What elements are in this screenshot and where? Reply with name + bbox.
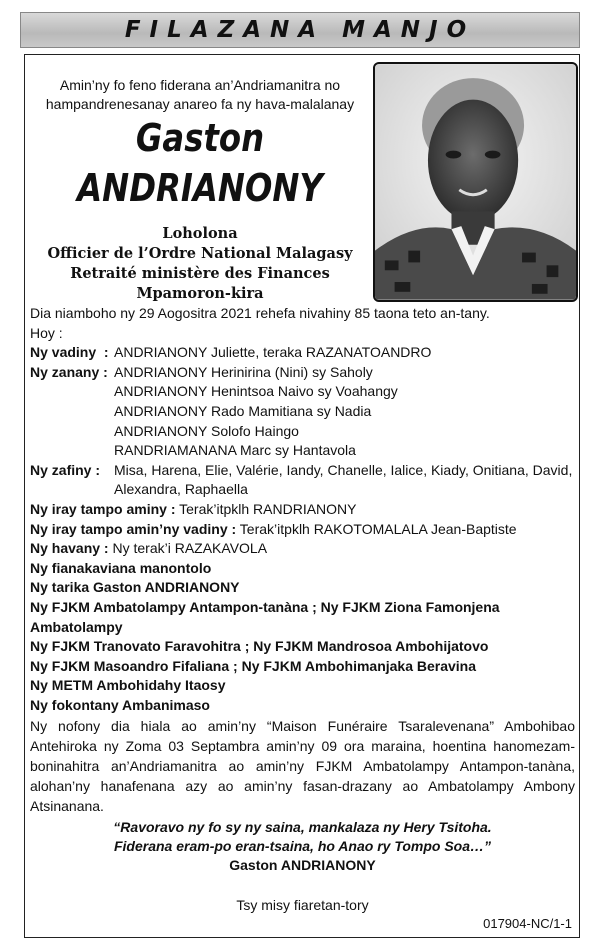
death-notice: Dia niamboho ny 29 Aogositra 2021 rehefa nivahiny 85 taona teto an-tany. — [30, 305, 490, 321]
iray-tampo-aminy-text: Terak’itpklh RANDRIANONY — [175, 500, 357, 517]
list-item: ANDRIANONY Solofo Haingo — [114, 422, 299, 439]
bold-line: Ny tarika Gaston ANDRIANONY — [30, 579, 240, 596]
reference-code: 017904-NC/1-1 — [483, 916, 572, 931]
iray-tampo-aminy-label: Ny iray tampo aminy : — [30, 500, 176, 517]
havany-text: Ny terak’i RAZAKAVOLA — [108, 540, 268, 557]
quote-signature: Gaston ANDRIANONY — [229, 857, 376, 873]
zanany-list — [114, 363, 575, 461]
title-line: Officier de l’Ordre National Malagasy — [47, 245, 353, 262]
quote-line-1: “Ravoravo ny fo sy ny saina, mankalaza ny Hery Tsitoha. — [113, 819, 492, 835]
closing-note: Tsy misy fiaretan-tory — [236, 897, 369, 913]
list-item: Misa, Harena, Elie, Valérie, Iandy, Chanelle, Ialice, Kiady, Onitiana, David, — [114, 461, 573, 478]
hoy-label: Hoy : — [30, 324, 63, 341]
intro-line-1: Amin’ny fo feno fiderana an’Andriamanitra no — [59, 77, 341, 93]
zafiny-row — [30, 461, 575, 500]
list-item: RANDRIAMANANA Marc sy Hantavola — [114, 442, 356, 459]
intro-text — [30, 76, 370, 114]
header-banner — [20, 12, 580, 48]
bold-line: Ny fokontany Ambanimaso — [30, 696, 210, 713]
list-item: Alexandra, Raphaella — [114, 481, 248, 498]
family-section — [30, 304, 575, 715]
vadiny-name: ANDRIANONY Juliette, teraka RAZANATOANDRO — [114, 344, 432, 361]
vadiny-label: Ny vadiny : — [30, 344, 109, 361]
zafiny-label: Ny zafiny : — [30, 461, 101, 478]
havany-label: Ny havany : — [30, 540, 109, 557]
quote-block — [30, 818, 575, 875]
bold-line: Ny FJKM Tranovato Faravohitra ; Ny FJKM Mandrosoa Ambohijatovo — [30, 638, 489, 655]
title-line: Retraité ministère des Finances — [70, 265, 330, 282]
bold-line: Ny METM Ambohidahy Itaosy — [30, 677, 226, 694]
quote-line-2: Fiderana eram-po eran-tsaina, ho Anao ry Tompo Soa…” — [113, 838, 492, 854]
vadiny-row — [30, 343, 575, 363]
iray-tampo-aminy-row — [30, 500, 575, 520]
deceased-titles — [20, 224, 380, 304]
zanany-row — [30, 363, 575, 461]
zanany-label: Ny zanany : — [30, 363, 108, 380]
iray-tampo-vadiny-label: Ny iray tampo amin’ny vadiny : — [30, 520, 237, 537]
bold-line: Ny fianakaviana manontolo — [30, 559, 212, 576]
iray-tampo-vadiny-row — [30, 520, 575, 540]
header-title: FILAZANA MANJO — [124, 17, 476, 43]
havany-row — [30, 539, 575, 559]
bold-line: Ny FJKM Ambatolampy Antampon-tanàna ; Ny FJKM Ziona Famonjena Ambatolampy — [30, 598, 500, 635]
intro-line-2: hampandrenesanay anareo fa ny hava-malalanay — [45, 96, 355, 112]
list-item: ANDRIANONY Herinirina (Nini) sy Saholy — [114, 363, 373, 380]
list-item: ANDRIANONY Rado Mamitiana sy Nadia — [114, 402, 372, 419]
iray-tampo-vadiny-text: Terak’itpklh RAKOTOMALALA Jean-Baptiste — [236, 520, 517, 537]
funeral-paragraph: Ny nofony dia hiala ao amin’ny “Maison Funéraire Tsaralevenana” Ambohibao Antehiroka ny Zoma 03 Septambra amin’ny 09 ora maraina, hoentina hanomezam-boninahitra an’Andriamanitra ao amin’ny FJKM Ambatolampy Antampon-tanàna, alohan’ny hanafenana azy ao amin’ny fasan-drazany ao Ambatolampy Ambony Atsinanana. — [30, 718, 575, 814]
zafiny-list — [114, 461, 575, 500]
deceased-last-name: ANDRIANONY — [77, 166, 323, 210]
bold-line: Ny FJKM Masoandro Fifaliana ; Ny FJKM Ambohimanjaka Beravina — [30, 657, 477, 674]
title-line: Loholona — [162, 225, 238, 242]
deceased-first-name: Gaston — [135, 116, 265, 160]
title-line: Mpamoron-kira — [136, 285, 264, 302]
portrait-photo — [373, 62, 578, 302]
list-item: ANDRIANONY Henintsoa Naivo sy Voahangy — [114, 383, 398, 400]
